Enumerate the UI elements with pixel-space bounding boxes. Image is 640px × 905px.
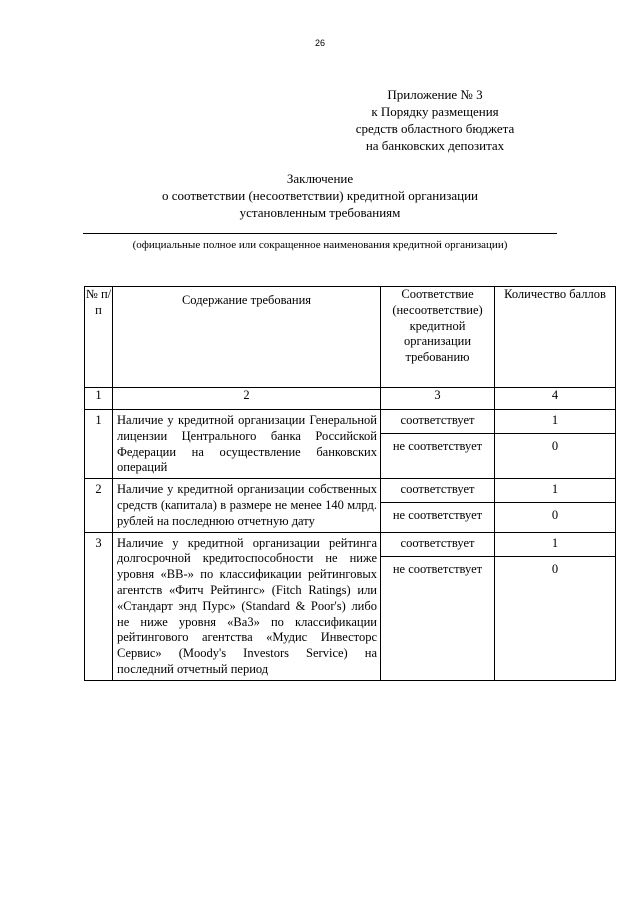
points-noncompliant: 0: [495, 434, 616, 479]
table-row: [85, 532, 616, 556]
table-row: [85, 479, 616, 503]
table-index-row: [85, 388, 616, 410]
requirement-text: Наличие у кредитной организации рейтинга долгосрочной кредитоспособности не ниже уровня «BB-» по классификации рейтинговых агентств «Фитч Рейтингс» (Fitch Ratings) или «Стандарт энд Пурс» (Standard & Poor's) либо не ниже уровня «Ba3» по классификации рейтингового агентства «Мудис Инвесторс Сервис» (Moody's Investors Service) на последний отчетный период: [113, 532, 381, 680]
status-noncompliant: не соответствует: [381, 556, 495, 680]
row-number: 3: [85, 532, 113, 680]
conclusion-subtitle: установленным требованиям: [239, 205, 401, 220]
index-cell: 2: [113, 388, 381, 410]
status-noncompliant: не соответствует: [381, 503, 495, 532]
row-number: 2: [85, 479, 113, 532]
points-noncompliant: 0: [495, 503, 616, 532]
conclusion-subtitle: о соответствии (несоответствии) кредитной организации: [162, 188, 478, 203]
header-num: № п/п: [85, 287, 113, 388]
status-compliant: соответствует: [381, 532, 495, 556]
requirement-text: Наличие у кредитной организации собственных средств (капитала) в размере не менее 140 млрд. рублей на последнюю отчетную дату: [113, 479, 381, 532]
conclusion-title: Заключение: [286, 171, 354, 186]
table-row: [85, 410, 616, 434]
organization-name-line: [83, 233, 557, 234]
table-header-row: [85, 287, 616, 388]
appendix-line: на банковских депозитах: [365, 138, 505, 153]
appendix-block: [300, 86, 570, 154]
index-cell: 4: [495, 388, 616, 410]
status-noncompliant: не соответствует: [381, 434, 495, 479]
organization-name-caption: (официальные полное или сокращенное наименования кредитной организации): [132, 239, 508, 251]
appendix-line: к Порядку размещения: [371, 104, 499, 119]
appendix-line: средств областного бюджета: [355, 121, 515, 136]
points-compliant: 1: [495, 532, 616, 556]
index-cell: 3: [381, 388, 495, 410]
status-compliant: соответствует: [381, 410, 495, 434]
header-points: Количество баллов: [495, 287, 616, 388]
page-number: 26: [314, 38, 325, 48]
header-status: Соответствие (несоответствие) кредитной организации требованию: [381, 287, 495, 388]
conclusion-heading: [0, 170, 640, 221]
requirement-text: Наличие у кредитной организации Генеральной лицензии Центрального банка Российской Федерации на осуществление банковских операций: [113, 410, 381, 479]
points-compliant: 1: [495, 479, 616, 503]
status-compliant: соответствует: [381, 479, 495, 503]
row-number: 1: [85, 410, 113, 479]
index-cell: 1: [85, 388, 113, 410]
appendix-line: Приложение № 3: [387, 87, 483, 102]
header-content: Содержание требования: [113, 287, 381, 388]
requirements-table: [84, 286, 616, 681]
points-noncompliant: 0: [495, 556, 616, 680]
points-compliant: 1: [495, 410, 616, 434]
